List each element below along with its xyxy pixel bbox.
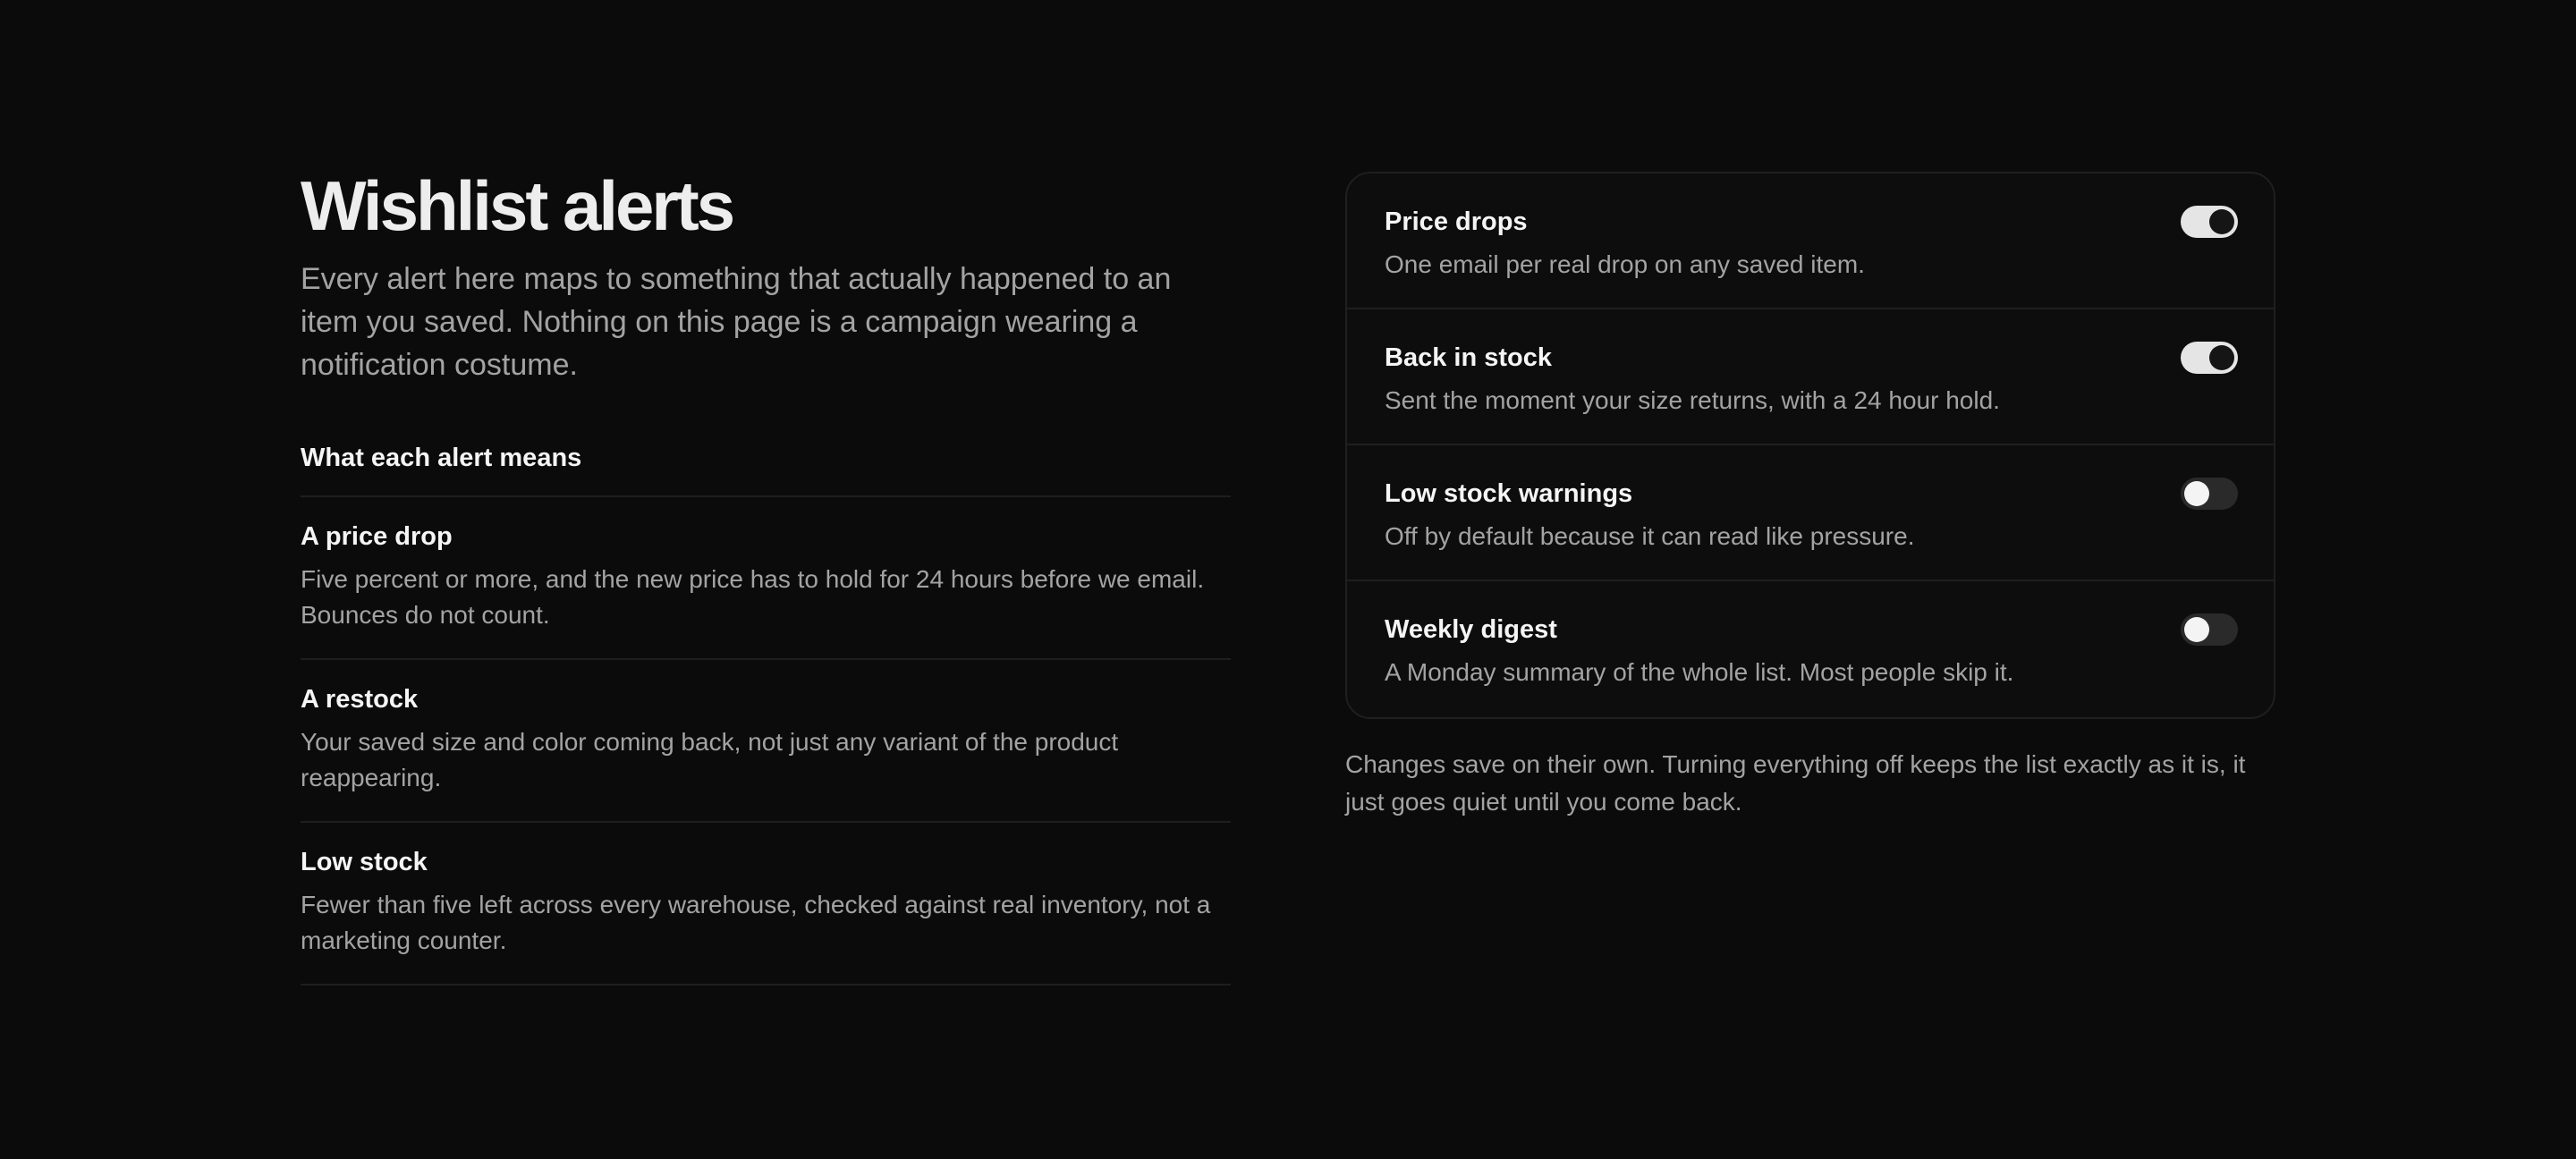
setting-title: Price drops [1385,207,1528,236]
setting-row-low-stock-warnings [1347,445,2274,581]
setting-row-price-drops [1347,173,2274,309]
definition-description: Your saved size and color coming back, not just any variant of the product reappearing. [301,728,1119,791]
toggle-knob [2209,345,2234,370]
setting-description: Off by default because it can read like pressure. [1385,522,1915,550]
definition-item-restock [301,660,1231,823]
setting-title: Low stock warnings [1385,479,1633,508]
alert-explainer [301,161,1231,986]
toggle-knob [2209,209,2234,234]
setting-title: Back in stock [1385,343,1552,372]
definition-title: A price drop [301,522,453,551]
page-intro: Every alert here maps to something that actually happened to an item you saved. Nothing on this page is a campaign wearing a notification costume. [301,262,1172,382]
definition-title: A restock [301,685,419,714]
definition-title: Low stock [301,848,428,876]
definitions-heading: What each alert means [301,442,1231,497]
page-title: Wishlist alerts [301,166,733,245]
back-in-stock-toggle[interactable] [2181,342,2238,374]
settings-card [1345,172,2275,719]
setting-description: One email per real drop on any saved item. [1385,250,1865,278]
toggle-knob [2184,481,2209,506]
toggle-knob [2184,617,2209,642]
setting-description: Sent the moment your size returns, with a 24 hour hold. [1385,386,2000,414]
settings-footnote: Changes save on their own. Turning everything off keeps the list exactly as it is, it just goes quiet until you come back. [1345,750,2246,816]
definition-item-low-stock [301,823,1231,986]
setting-row-back-in-stock [1347,309,2274,445]
setting-row-weekly-digest [1347,581,2274,717]
low-stock-warnings-toggle[interactable] [2181,478,2238,510]
definition-description: Five percent or more, and the new price has to hold for 24 hours before we email. Bounces do not count. [301,565,1205,629]
alert-settings [1345,172,2275,821]
price-drops-toggle[interactable] [2181,206,2238,238]
definition-description: Fewer than five left across every warehouse, checked against real inventory, not a marketing counter. [301,891,1211,954]
weekly-digest-toggle[interactable] [2181,613,2238,646]
setting-title: Weekly digest [1385,615,1557,644]
definition-item-price-drop [301,497,1231,660]
setting-description: A Monday summary of the whole list. Most people skip it. [1385,658,2014,686]
